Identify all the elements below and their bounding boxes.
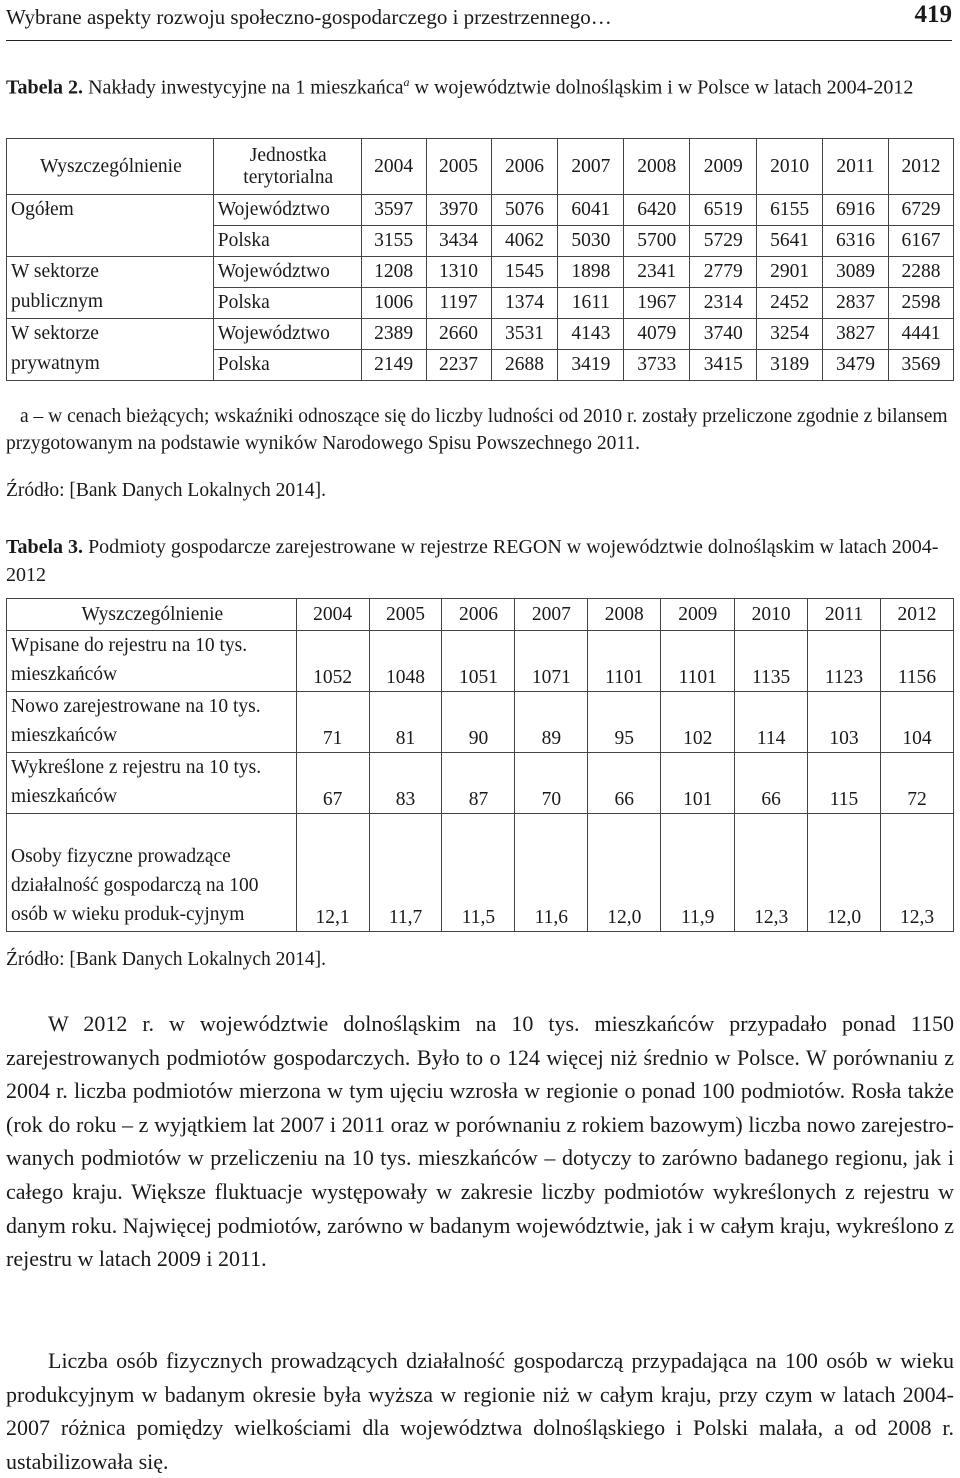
table-row <box>7 319 954 350</box>
header-year: 2007 <box>558 139 624 195</box>
header-unit-line1: Jednostka <box>249 144 327 166</box>
table-cell: 6155 <box>757 195 823 226</box>
row-group-label-line2: prywatnym <box>11 353 100 374</box>
table-cell: 3419 <box>558 350 624 381</box>
table-cell: 66 <box>588 753 661 814</box>
table-cell: 1006 <box>361 288 426 319</box>
table-cell: 104 <box>881 692 954 753</box>
table-cell: 103 <box>808 692 881 753</box>
header-unit-line2: terytorialna <box>243 166 334 188</box>
table-cell: 3970 <box>426 195 491 226</box>
body-paragraph: W 2012 r. w województwie dolnośląskim na 10 tys. mieszkańców przypadało ponad 1150 zarejestrowanych podmiotów gospodarczych. Było to o 124 więcej niż średnio w Polsce. W porównaniu z 2004 r. liczba podmiotów mierzona w tym ujęciu wzrosła w regionie o ponad 100 podmiotów. Rosła także (rok do roku – z wyjątkiem lat 2007 i 2011 oraz w porównaniu z rokiem bazowym) liczba nowo zarejestro-wanych podmiotów w przeliczeniu na 10 tys. mieszkańców – dotyczy to zarówno badanego regionu, jak i całego kraju. Większe fluktuacje występowały w zakresie liczby podmiotów wykreślonych z rejestru w danym roku. Najwięcej podmiotów, zarówno w badanym województwie, jak i w całym kraju, wykreślono z rejestru w latach 2009 i 2011. <box>6 1011 954 1272</box>
table-cell: 2779 <box>690 257 757 288</box>
table-cell: 2237 <box>426 350 491 381</box>
table-cell: 81 <box>369 692 442 753</box>
table2-caption-text-a: Nakłady inwestycyjne na 1 mieszkańca <box>88 76 404 99</box>
row-unit: Województwo <box>213 257 361 288</box>
table3-label: Tabela 3. <box>6 536 84 558</box>
table-cell: 4062 <box>491 226 558 257</box>
row-unit: Polska <box>213 288 361 319</box>
header-year: 2008 <box>624 139 690 195</box>
row-label: Nowo zarejestrowane na 10 tys. mieszkańców <box>7 692 297 753</box>
row-label: Osoby fizyczne prowadzące działalność gospodarczą na 100 osób w wieku produk-cyjnym <box>7 814 297 932</box>
table-cell: 2901 <box>757 257 823 288</box>
table-cell: 102 <box>661 692 735 753</box>
table-cell: 1374 <box>491 288 558 319</box>
table-cell: 3089 <box>823 257 889 288</box>
header-year: 2006 <box>442 599 515 631</box>
table-header-row <box>7 599 954 631</box>
table-cell: 2341 <box>624 257 690 288</box>
table-cell: 3827 <box>823 319 889 350</box>
running-head-title: Wybrane aspekty rozwoju społeczno-gospodarczego i przestrzennego… <box>6 5 612 29</box>
table-cell: 115 <box>808 753 881 814</box>
table-row <box>7 631 954 692</box>
table-cell: 2837 <box>823 288 889 319</box>
table2-caption-text-b: w województwie dolnośląskim i w Polsce w latach 2004-2012 <box>414 76 914 99</box>
header-spec: Wyszczególnienie <box>7 139 214 195</box>
table-row <box>7 692 954 753</box>
row-group-label <box>7 319 214 381</box>
header-year: 2005 <box>426 139 491 195</box>
table-cell: 4143 <box>558 319 624 350</box>
row-group-label <box>7 195 214 257</box>
row-group-label-line1: Ogółem <box>11 199 74 220</box>
table-cell: 3189 <box>757 350 823 381</box>
table-cell: 1101 <box>588 631 661 692</box>
table-cell: 2660 <box>426 319 491 350</box>
table-cell: 12,3 <box>735 814 808 932</box>
table-cell: 5076 <box>491 195 558 226</box>
table-cell: 5700 <box>624 226 690 257</box>
table-cell: 5729 <box>690 226 757 257</box>
row-group-label-line2: publicznym <box>11 291 104 312</box>
table-cell: 12,1 <box>296 814 369 932</box>
table-cell: 1156 <box>881 631 954 692</box>
table2-caption <box>6 68 954 102</box>
table2-source: Źródło: [Bank Danych Lokalnych 2014]. <box>6 480 327 501</box>
row-unit: Województwo <box>213 319 361 350</box>
table-cell: 70 <box>515 753 588 814</box>
table3-source: Źródło: [Bank Danych Lokalnych 2014]. <box>6 949 327 970</box>
table-cell: 2452 <box>757 288 823 319</box>
table-cell: 67 <box>296 753 369 814</box>
header-year: 2009 <box>690 139 757 195</box>
table3-caption <box>6 533 954 589</box>
table-cell: 6519 <box>690 195 757 226</box>
table-cell: 3569 <box>889 350 954 381</box>
table-cell: 3531 <box>491 319 558 350</box>
table-cell: 6916 <box>823 195 889 226</box>
table-cell: 83 <box>369 753 442 814</box>
table-cell: 1197 <box>426 288 491 319</box>
table-cell: 4079 <box>624 319 690 350</box>
row-unit: Polska <box>213 226 361 257</box>
table-cell: 3597 <box>361 195 426 226</box>
header-year: 2012 <box>889 139 954 195</box>
table-cell: 12,3 <box>881 814 954 932</box>
table-cell: 2314 <box>690 288 757 319</box>
table-cell: 3434 <box>426 226 491 257</box>
table-cell: 95 <box>588 692 661 753</box>
table-cell: 2598 <box>889 288 954 319</box>
table-cell: 1611 <box>558 288 624 319</box>
table2-label: Tabela 2. <box>6 76 84 99</box>
table-cell: 11,7 <box>369 814 442 932</box>
table-cell: 66 <box>735 753 808 814</box>
header-year: 2011 <box>808 599 881 631</box>
table2-footnote: a – w cenach bieżących; wskaźniki odnoszące się do liczby ludności od 2010 r. zostały przeliczone zgodnie z bilansem przygotowanym na podstawie wyników Narodowego Spisu Powszechnego 2011. <box>6 406 948 454</box>
table-cell: 89 <box>515 692 588 753</box>
table-header-row <box>7 139 954 195</box>
row-unit: Polska <box>213 350 361 381</box>
investment-table <box>6 138 954 381</box>
row-group-label-line1: W sektorze <box>11 261 99 282</box>
table-cell: 6041 <box>558 195 624 226</box>
table-cell: 3733 <box>624 350 690 381</box>
table3-caption-text: Podmioty gospodarcze zarejestrowane w rejestrze REGON w województwie dolnośląskim w latach 2004-2012 <box>6 536 939 586</box>
table-cell: 3740 <box>690 319 757 350</box>
table-cell: 1048 <box>369 631 442 692</box>
row-group-label <box>7 257 214 319</box>
table-cell: 1135 <box>735 631 808 692</box>
table-cell: 6316 <box>823 226 889 257</box>
header-year: 2006 <box>491 139 558 195</box>
header-year: 2012 <box>881 599 954 631</box>
table-row <box>7 257 954 288</box>
row-label: Wykreślone z rejestru na 10 tys. mieszkańców <box>7 753 297 814</box>
table-cell: 1898 <box>558 257 624 288</box>
table-cell: 2389 <box>361 319 426 350</box>
table-cell: 11,6 <box>515 814 588 932</box>
header-year: 2009 <box>661 599 735 631</box>
row-unit: Województwo <box>213 195 361 226</box>
table-cell: 1310 <box>426 257 491 288</box>
table-cell: 1052 <box>296 631 369 692</box>
table2-footnote-mark: a <box>403 75 410 89</box>
table-cell: 5030 <box>558 226 624 257</box>
running-head <box>6 0 952 41</box>
table-row <box>7 753 954 814</box>
table-cell: 6167 <box>889 226 954 257</box>
table-row <box>7 195 954 226</box>
table-cell: 1101 <box>661 631 735 692</box>
table-cell: 1545 <box>491 257 558 288</box>
table-cell: 4441 <box>889 319 954 350</box>
table-cell: 2149 <box>361 350 426 381</box>
table-cell: 1208 <box>361 257 426 288</box>
header-year: 2005 <box>369 599 442 631</box>
header-year: 2008 <box>588 599 661 631</box>
regon-table <box>6 598 954 932</box>
table-cell: 5641 <box>757 226 823 257</box>
table-cell: 6729 <box>889 195 954 226</box>
table-cell: 1051 <box>442 631 515 692</box>
table-cell: 87 <box>442 753 515 814</box>
header-spec: Wyszczególnienie <box>7 599 297 631</box>
header-year: 2011 <box>823 139 889 195</box>
table-cell: 3155 <box>361 226 426 257</box>
table-cell: 2688 <box>491 350 558 381</box>
table-cell: 2288 <box>889 257 954 288</box>
header-year: 2007 <box>515 599 588 631</box>
header-year: 2010 <box>757 139 823 195</box>
table-cell: 12,0 <box>808 814 881 932</box>
body-paragraph: Liczba osób fizycznych prowadzących działalność gospodarczą przypadająca na 100 osób w wieku produkcyjnym w badanym okresie była wyższa w regionie niż w całym kraju, przy czym w latach 2004-2007 różnica pomiędzy wielkościami dla województwa dolnośląskiego i Polski malała, a od 2008 r. ustabilizowała się. <box>6 1348 954 1474</box>
table-cell: 1123 <box>808 631 881 692</box>
table-cell: 72 <box>881 753 954 814</box>
table-cell: 1071 <box>515 631 588 692</box>
header-year: 2004 <box>361 139 426 195</box>
table-row <box>7 814 954 932</box>
table-cell: 90 <box>442 692 515 753</box>
table-cell: 3479 <box>823 350 889 381</box>
table-cell: 11,9 <box>661 814 735 932</box>
table-cell: 12,0 <box>588 814 661 932</box>
header-year: 2004 <box>296 599 369 631</box>
page-number: 419 <box>914 1 952 28</box>
row-label: Wpisane do rejestru na 10 tys. mieszkańców <box>7 631 297 692</box>
table-cell: 3415 <box>690 350 757 381</box>
table-cell: 114 <box>735 692 808 753</box>
table-cell: 71 <box>296 692 369 753</box>
table-cell: 101 <box>661 753 735 814</box>
table-cell: 3254 <box>757 319 823 350</box>
table-cell: 11,5 <box>442 814 515 932</box>
header-unit <box>213 139 361 195</box>
table-cell: 1967 <box>624 288 690 319</box>
table-cell: 6420 <box>624 195 690 226</box>
row-group-label-line1: W sektorze <box>11 323 99 344</box>
header-year: 2010 <box>735 599 808 631</box>
